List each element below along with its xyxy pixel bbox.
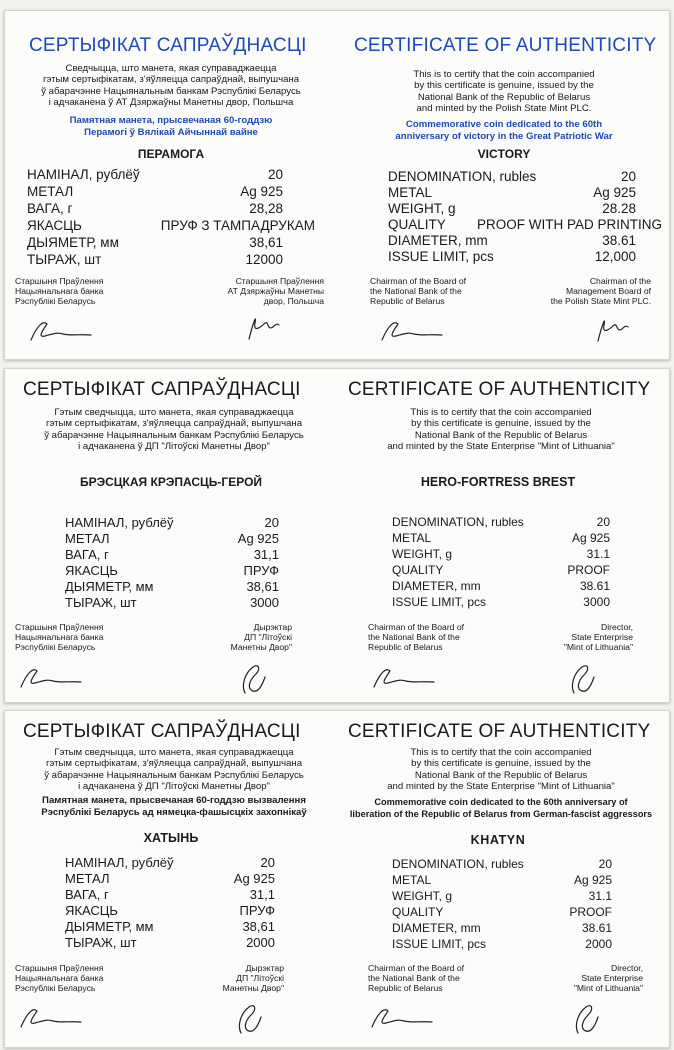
spec-row: МЕТАЛ Ag 925 (65, 871, 275, 886)
spec-row: ДЫЯМЕТР, мм 38,61 (65, 919, 275, 934)
certificate-khatyn (4, 710, 670, 1048)
coin-name-be: ПЕРАМОГА (137, 147, 205, 161)
signatory-right-be: Старшыня Праўлення АТ Дзяржаўны Манетны двор, Польшча (227, 276, 324, 306)
spec-row: МЕТАЛ Ag 925 (27, 184, 283, 199)
signature-left-be (17, 663, 87, 693)
spec-row: QUALITY PROOF (392, 905, 612, 919)
spec-row: ЯКАСЦЬ ПРУФ (65, 903, 275, 918)
spec-row: ЯКАСЦЬ ПРУФ (65, 563, 279, 578)
signatory-right-en: Director, State Enterprise "Mint of Lithuania" (563, 622, 633, 652)
spec-row: DIAMETER, mm 38.61 (392, 921, 612, 935)
signatory-left-be: Старшыня Праўлення Нацыянальнага банка Рэспублікі Беларусь (15, 963, 104, 993)
spec-row: QUALITY PROOF (392, 563, 610, 577)
belarusian-side (5, 711, 338, 1047)
signature-left-en (368, 1003, 438, 1033)
spec-row: DIAMETER, mm 38.61 (388, 233, 636, 248)
signatory-right-en: Chairman of the Management Board of the Polish State Mint PLC. (550, 276, 651, 306)
coin-name-be: ХАТЫНЬ (143, 831, 199, 845)
spec-row: METAL Ag 925 (392, 531, 610, 545)
signatory-left-be: Старшыня Праўлення Нацыянальнага банка Рэспублікі Беларусь (15, 622, 104, 652)
spec-row: НАМІНАЛ, рублёў 20 (65, 855, 275, 870)
certificate-title-be: СЕРТЫФІКАТ САПРАЎДНАСЦІ (29, 35, 307, 56)
english-side (338, 369, 670, 702)
signature-left-en (370, 663, 440, 693)
spec-row: ISSUE LIMIT, pcs 3000 (392, 595, 610, 609)
coin-name-en: KHATYN (470, 833, 526, 847)
signatory-right-en: Director, State Enterprise "Mint of Lithuania" (573, 963, 643, 993)
intro-text-be: Гэтым сведчыцца, што манета, якая суправаджаецца гэтым сертыфікатам, з'яўляецца сапраўднай, выпушчана ў абарачэнне Нацыянальным банкам Рэспублікі Беларусь і адчаканена ў ДП "Літоўскі Манетны Двор" (44, 747, 304, 792)
signature-left-en (378, 316, 448, 346)
intro-text-be: Гэтым сведчыцца, што манета, якая суправаджаецца гэтым сертыфікатам, з'яўляецца сапраўднай, выпушчана ў абарачэнне Нацыянальным банкам Рэспублікі Беларусь і адчаканена ў ДП "Літоўскі Манетны Двор" (44, 407, 304, 452)
signature-right-en (568, 999, 604, 1039)
signature-right-en (564, 659, 600, 699)
intro-text-en: This is to certify that the coin accompanied by this certificate is genuine, issued by the National Bank of the Republic of Belarus and minted by the Polish State Mint PLC. (413, 69, 595, 114)
spec-row: ДЫЯМЕТР, мм 38,61 (65, 579, 279, 594)
spec-row: ISSUE LIMIT, pcs 2000 (392, 937, 612, 951)
spec-row: DIAMETER, mm 38.61 (392, 579, 610, 593)
signatory-right-be: Дырэктар ДП "Літоўскі Манетны Двор" (222, 963, 284, 993)
signature-right-en (590, 311, 630, 347)
certificate-title-en: CERTIFICATE OF AUTHENTICITY (348, 721, 651, 742)
english-side (338, 711, 670, 1047)
certificate-title-en: CERTIFICATE OF AUTHENTICITY (354, 35, 657, 56)
signature-right-be (241, 309, 281, 345)
signatory-right-be: Дырэктар ДП "Літоўскі Манетны Двор" (230, 622, 292, 652)
spec-row: WEIGHT, g 31.1 (392, 889, 612, 903)
belarusian-side (5, 369, 338, 702)
spec-row: DENOMINATION, rubles 20 (392, 515, 610, 529)
certificate-title-en: CERTIFICATE OF AUTHENTICITY (348, 379, 651, 400)
spec-row: НАМІНАЛ, рублёў 20 (27, 167, 283, 182)
spec-row: ISSUE LIMIT, pcs 12,000 (388, 249, 636, 264)
spec-row: ТЫРАЖ, шт 12000 (27, 252, 283, 267)
signatory-left-be: Старшыня Праўлення Нацыянальнага банка Рэспублікі Беларусь (15, 276, 104, 306)
spec-row: DENOMINATION, rubles 20 (392, 857, 612, 871)
spec-row: ЯКАСЦЬ ПРУФ З ТАМПАДРУКАМ (27, 218, 315, 233)
signature-left-be (17, 1003, 87, 1033)
spec-row: НАМІНАЛ, рублёў 20 (65, 515, 279, 530)
english-side (338, 11, 670, 359)
coin-name-en: HERO-FORTRESS BREST (420, 475, 576, 489)
spec-row: ВАГА, г 28,28 (27, 201, 283, 216)
spec-row: DENOMINATION, rubles 20 (388, 169, 636, 184)
coin-name-en: VICTORY (477, 147, 531, 161)
certificate-title-be: СЕРТЫФІКАТ САПРАЎДНАСЦІ (23, 721, 301, 742)
signature-right-be (235, 659, 271, 699)
signature-left-be (27, 316, 97, 346)
spec-row: QUALITY PROOF WITH PAD PRINTING (388, 217, 662, 232)
coin-name-be: БРЭСЦКАЯ КРЭПАСЦЬ-ГЕРОЙ (79, 475, 263, 489)
commemorative-text-en: Commemorative coin dedicated to the 60th anniversary of victory in the Great Patriotic War (395, 119, 613, 142)
intro-text-be: Сведчыцца, што манета, якая суправаджаецца гэтым сертыфікатам, з'яўляецца сапраўднай, выпушчана ў абарачэнне Нацыянальным банкам Рэспублікі Беларусь і адчаканена ў АТ Дзяржаўны Манетны двор, Польшча (41, 63, 301, 108)
signatory-left-en: Chairman of the Board of the National Bank of the Republic of Belarus (370, 276, 467, 306)
commemorative-text-en: Commemorative coin dedicated to the 60th anniversary of liberation of the Republic of Belarus from German-fascist aggressors (349, 797, 653, 819)
commemorative-text-be: Памятная манета, прысвечаная 60-годдзю вызвалення Рэспублікі Беларусь ад нямецка-фашысцкіх захопнікаў (41, 795, 307, 818)
intro-text-en: This is to certify that the coin accompanied by this certificate is genuine, issued by the National Bank of the Republic of Belarus and minted by the State Enterprise "Mint of Lithuania" (387, 407, 615, 452)
spec-row: ВАГА, г 31,1 (65, 547, 279, 562)
certificate-title-be: СЕРТЫФІКАТ САПРАЎДНАСЦІ (23, 379, 301, 400)
certificate-hero-fortress-brest (4, 368, 670, 703)
commemorative-text-be: Памятная манета, прысвечаная 60-годдзю Перамогі ў Вялікай Айчыннай вайне (69, 115, 273, 138)
spec-row: ТЫРАЖ, шт 2000 (65, 935, 275, 950)
spec-row: WEIGHT, g 31.1 (392, 547, 610, 561)
spec-row: ДЫЯМЕТР, мм 38,61 (27, 235, 283, 250)
spec-row: METAL Ag 925 (388, 185, 636, 200)
spec-row: ТЫРАЖ, шт 3000 (65, 595, 279, 610)
signatory-left-en: Chairman of the Board of the National Bank of the Republic of Belarus (368, 622, 465, 652)
signatory-left-en: Chairman of the Board of the National Bank of the Republic of Belarus (368, 963, 465, 993)
signature-right-be (231, 999, 267, 1039)
belarusian-side (5, 11, 338, 359)
certificate-victory (4, 10, 670, 360)
intro-text-en: This is to certify that the coin accompanied by this certificate is genuine, issued by the National Bank of the Republic of Belarus and minted by the State Enterprise "Mint of Lithuania" (387, 747, 615, 792)
spec-row: МЕТАЛ Ag 925 (65, 531, 279, 546)
spec-row: WEIGHT, g 28.28 (388, 201, 636, 216)
spec-row: METAL Ag 925 (392, 873, 612, 887)
spec-row: ВАГА, г 31,1 (65, 887, 275, 902)
